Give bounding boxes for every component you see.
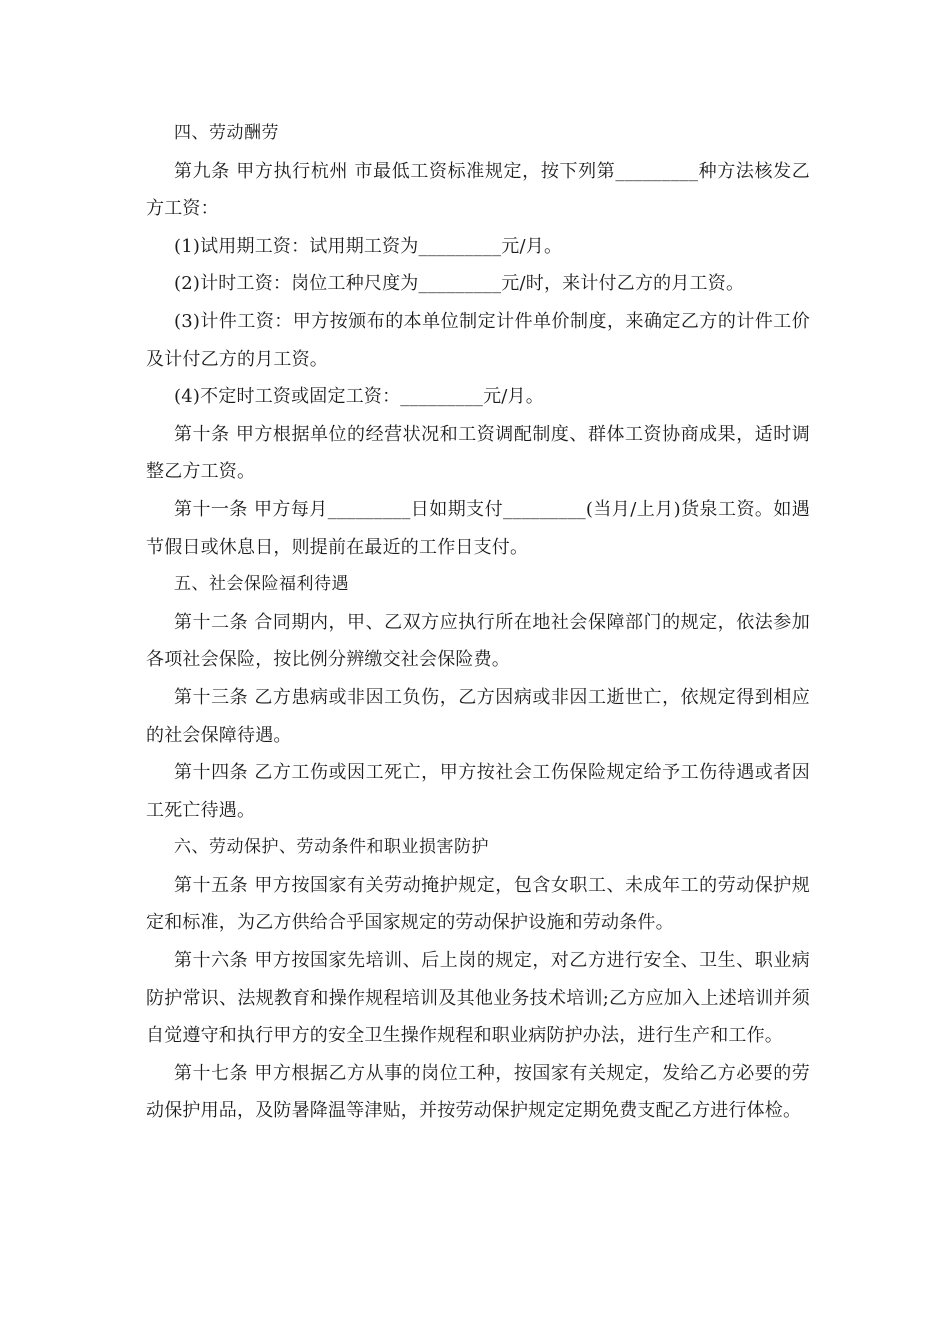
article-15: 第十五条 甲方按国家有关劳动掩护规定，包含女职工、未成年工的劳动保护规定和标准，为乙方供给合乎国家规定的劳动保护设施和劳动条件。 <box>146 874 810 934</box>
section-heading-6: 六、劳动保护、劳动条件和职业损害防护 <box>174 837 489 858</box>
article-9-item-3: (3)计件工资：甲方按颁布的本单位制定计件单价制度，来确定乙方的计件工价及计付乙方的月工资。 <box>146 310 810 370</box>
article-9: 第九条 甲方执行杭州 市最低工资标准规定，按下列第_________种方法核发乙方工资： <box>146 160 810 220</box>
section-heading-4: 四、劳动酬劳 <box>174 123 279 143</box>
article-17: 第十七条 甲方根据乙方从事的岗位工种，按国家有关规定，发给乙方必要的劳动保护用品，及防暑降温等津贴，并按劳动保护规定定期免费支配乙方进行体检。 <box>146 1062 810 1122</box>
article-9-item-4: (4)不定时工资或固定工资：_________元/月。 <box>174 386 544 408</box>
article-10: 第十条 甲方根据单位的经营状况和工资调配制度、群体工资协商成果，适时调整乙方工资。 <box>146 423 810 483</box>
article-13: 第十三条 乙方患病或非因工负伤，乙方因病或非因工逝世亡，依规定得到相应的社会保障待遇。 <box>146 686 810 746</box>
article-9-item-2: (2)计时工资：岗位工种尺度为_________元/时，来计付乙方的月工资。 <box>174 273 745 295</box>
section-heading-5: 五、社会保险福利待遇 <box>174 574 349 595</box>
article-12: 第十二条 合同期内，甲、乙双方应执行所在地社会保障部门的规定，依法参加各项社会保险，按比例分辨缴交社会保险费。 <box>146 611 810 671</box>
article-14: 第十四条 乙方工伤或因工死亡，甲方按社会工伤保险规定给予工伤待遇或者因工死亡待遇。 <box>146 762 810 821</box>
article-16: 第十六条 甲方按国家先培训、后上岗的规定，对乙方进行安全、卫生、职业病防护常识、法规教育和操作规程培训及其他业务技术培训;乙方应加入上述培训并须自觉遵守和执行甲方的安全卫生操作规程和职业病防护办法，进行生产和工作。 <box>146 950 810 1047</box>
document-body <box>146 115 810 1130</box>
article-9-item-1: (1)试用期工资：试用期工资为_________元/月。 <box>174 235 563 257</box>
article-11: 第十一条 甲方每月_________日如期支付_________(当月/上月)货泉工资。如遇节假日或休息日，则提前在最近的工作日支付。 <box>146 498 810 558</box>
